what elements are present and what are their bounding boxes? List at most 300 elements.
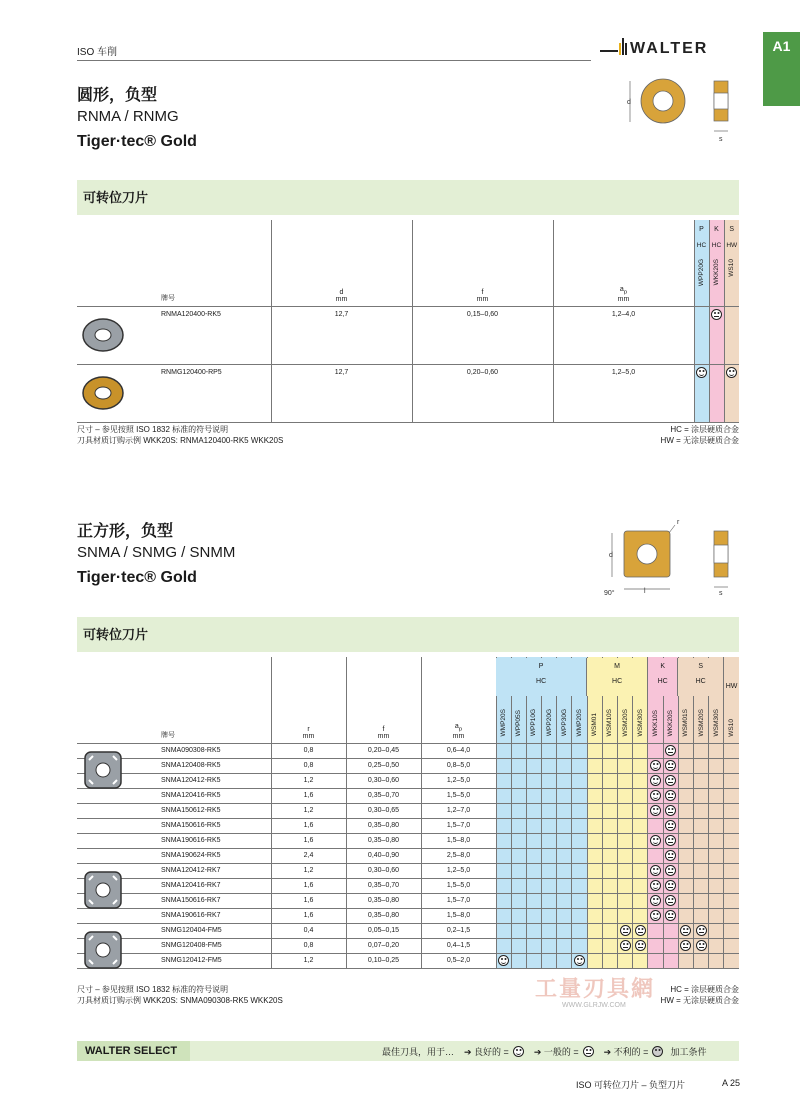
grade-cell <box>602 893 617 908</box>
f-value: 0,15–0,60 <box>412 306 553 364</box>
grade-cell <box>602 818 617 833</box>
grade-cell <box>587 953 602 968</box>
grade-cell <box>526 743 541 758</box>
grade-cell <box>648 758 663 773</box>
watermark-text: 工量刃具網 <box>535 976 656 1001</box>
sec1-brand: Tiger·tec® Gold <box>77 133 197 150</box>
grade-cell <box>663 848 678 863</box>
grade-cell <box>587 923 602 938</box>
f-value: 0,35–0,80 <box>346 818 421 833</box>
table-row <box>77 863 739 878</box>
good-face-icon <box>513 1046 524 1057</box>
grade-cell <box>526 953 541 968</box>
ap-value: 1,5–7,0 <box>421 818 496 833</box>
f-value: 0,05–0,15 <box>346 923 421 938</box>
r-value: 1,2 <box>271 953 346 968</box>
grade-cell <box>633 923 648 938</box>
legend-prefix: 最佳刀具，用于… <box>382 1047 455 1057</box>
insert-cell <box>77 938 271 953</box>
insert-cell <box>77 743 271 758</box>
grade-cell <box>587 818 602 833</box>
grade-cell <box>663 878 678 893</box>
grade-cell <box>724 923 739 938</box>
grade-cell <box>557 908 572 923</box>
grade-cell <box>663 938 678 953</box>
insert-cell <box>77 788 271 803</box>
group-3-letter: S <box>698 663 704 670</box>
grade-cell <box>648 923 663 938</box>
grade-cell <box>602 743 617 758</box>
grade-cell <box>526 803 541 818</box>
f-value: 0,20–0,45 <box>346 743 421 758</box>
grade-cell <box>557 923 572 938</box>
ap-value: 1,2–4,0 <box>553 306 694 364</box>
grade-cell <box>526 758 541 773</box>
svg-text:d: d <box>609 552 613 559</box>
insert-image <box>79 311 127 361</box>
col-f: f mm <box>412 220 553 306</box>
grade-cell <box>572 803 587 818</box>
grade-cell <box>496 908 511 923</box>
grade-cell <box>496 923 511 938</box>
normal-face-icon <box>665 820 676 831</box>
grade-cell <box>511 953 526 968</box>
good-face-icon <box>726 367 737 378</box>
insert-designation: SNMG120408-FM5 <box>161 942 222 949</box>
grade-cell <box>663 803 678 818</box>
grade-cell <box>572 863 587 878</box>
grade-cell <box>618 758 633 773</box>
grade-cell <box>678 743 693 758</box>
grade-cell <box>724 908 739 923</box>
grade-cell <box>572 908 587 923</box>
grade-cell <box>587 773 602 788</box>
insert-designation: RNMA120400-RK5 <box>161 310 221 318</box>
f-value: 0,07–0,20 <box>346 938 421 953</box>
grade-cell <box>633 758 648 773</box>
grade-cell <box>724 938 739 953</box>
grade-col-5: WMP20S <box>572 657 587 743</box>
sec2-codes: SNMA / SNMG / SNMM <box>77 544 236 561</box>
grade-cell <box>618 893 633 908</box>
normal-face-icon <box>620 940 631 951</box>
table-row <box>77 938 739 953</box>
grade-cell <box>618 848 633 863</box>
grade-cell <box>648 953 663 968</box>
sec2-bar: 可转位刀片 <box>77 617 739 652</box>
legend <box>382 1045 706 1058</box>
r-value: 1,2 <box>271 773 346 788</box>
insert-designation: SNMA120416-RK5 <box>161 792 221 799</box>
grade-cell <box>587 863 602 878</box>
grade-cell <box>618 833 633 848</box>
insert-designation: SNMA190616-RK7 <box>161 912 221 919</box>
ap-value: 0,4–1,5 <box>421 938 496 953</box>
sec2-hw-note: HW = 无涂层硬质合金 <box>660 996 739 1005</box>
grade-cell <box>633 803 648 818</box>
grade-cell <box>633 893 648 908</box>
grade-cell <box>557 863 572 878</box>
ap-value: 1,5–8,0 <box>421 908 496 923</box>
normal-face-icon <box>665 745 676 756</box>
grade-cell <box>724 848 739 863</box>
grade-cell <box>709 833 724 848</box>
grade-cell <box>693 908 708 923</box>
grade-cell <box>633 878 648 893</box>
grade-cell <box>587 938 602 953</box>
normal-face-icon <box>583 1046 594 1057</box>
grade-cell <box>542 953 557 968</box>
group-2-hc: HC <box>657 678 668 685</box>
grade-cell <box>511 893 526 908</box>
grade-col-8: WSM20S <box>618 657 633 743</box>
grade-cell <box>663 908 678 923</box>
sec1-grade-col-0: P HC WPP20G <box>694 220 709 306</box>
grade-cell <box>663 833 678 848</box>
grade-cell <box>709 863 724 878</box>
table-row <box>77 788 739 803</box>
grade-cell <box>526 863 541 878</box>
grade-cell <box>618 908 633 923</box>
insert-designation: SNMA120408-RK5 <box>161 762 221 769</box>
sec2-note1: 尺寸 – 参见按照 ISO 1832 标准的符号说明 <box>77 985 229 994</box>
normal-face-icon <box>665 790 676 801</box>
legend-good: ➔ 良好的 = <box>464 1047 509 1057</box>
grade-cell <box>633 863 648 878</box>
grade-cell <box>496 758 511 773</box>
grade-cell <box>542 923 557 938</box>
insert-designation: SNMG120412-FM5 <box>161 957 222 964</box>
ap-value: 1,2–5,0 <box>421 773 496 788</box>
grade-cell <box>557 833 572 848</box>
grade-cell <box>724 743 739 758</box>
round-insert-diagram <box>618 76 740 142</box>
insert-cell <box>77 893 271 908</box>
grade-col-9: WSM30S <box>633 657 648 743</box>
grade-cell <box>724 818 739 833</box>
grade-cell <box>542 818 557 833</box>
normal-face-icon <box>635 925 646 936</box>
insert-designation: SNMA150616-RK7 <box>161 897 221 904</box>
insert-cell <box>77 923 271 938</box>
grade-cell <box>648 878 663 893</box>
hw-label: HW <box>725 683 738 690</box>
f-value: 0,25–0,50 <box>346 758 421 773</box>
grade-cell <box>633 833 648 848</box>
r-value: 1,6 <box>271 908 346 923</box>
f-value: 0,20–0,60 <box>412 364 553 422</box>
r-value: 0,4 <box>271 923 346 938</box>
grade-cell <box>602 938 617 953</box>
svg-text:s: s <box>719 590 723 597</box>
grade-cell <box>678 893 693 908</box>
grade-cell <box>618 863 633 878</box>
grade-cell <box>526 878 541 893</box>
group-2-letter: K <box>660 663 666 670</box>
chapter-tab: A1 <box>763 32 800 106</box>
insert-image <box>79 369 127 419</box>
grade-cell <box>496 953 511 968</box>
grade-cell <box>618 773 633 788</box>
normal-face-icon <box>680 925 691 936</box>
grade-cell <box>526 848 541 863</box>
grade-cell <box>709 758 724 773</box>
insert-designation: SNMA190616-RK5 <box>161 837 221 844</box>
normal-face-icon <box>635 940 646 951</box>
grade-cell <box>511 803 526 818</box>
table-row <box>77 306 739 364</box>
grade-cell <box>694 364 709 422</box>
grade-cell <box>663 788 678 803</box>
r-value: 1,6 <box>271 878 346 893</box>
grade-cell <box>678 818 693 833</box>
grade-cell <box>678 833 693 848</box>
grade-cell <box>663 773 678 788</box>
grade-col-10: WKK10S <box>648 657 663 743</box>
grade-cell <box>572 818 587 833</box>
sec2-note2: 刀具材质订购示例 WKK20S: SNMA090308-RK5 WKK20S <box>77 996 283 1005</box>
grade-cell <box>618 923 633 938</box>
insert-cell <box>77 818 271 833</box>
grade-cell <box>511 908 526 923</box>
sec1-hw-note: HW = 无涂层硬质合金 <box>660 436 739 445</box>
insert-designation: SNMA150612-RK5 <box>161 807 221 814</box>
grade-col-12: WSM01S <box>678 657 693 743</box>
grade-cell <box>618 953 633 968</box>
ap-value: 1,5–7,0 <box>421 893 496 908</box>
grade-cell <box>572 953 587 968</box>
sec1-table <box>77 220 739 423</box>
grade-cell <box>526 908 541 923</box>
grade-cell <box>709 773 724 788</box>
good-face-icon <box>650 775 661 786</box>
grade-cell <box>542 848 557 863</box>
walter-logo <box>600 36 742 56</box>
grade-cell <box>587 788 602 803</box>
svg-text:s: s <box>719 136 723 142</box>
grade-cell <box>511 758 526 773</box>
good-face-icon <box>650 805 661 816</box>
good-face-icon <box>574 955 585 966</box>
grade-cell <box>542 788 557 803</box>
d-value: 12,7 <box>271 364 412 422</box>
insert-cell <box>77 908 271 923</box>
table-row <box>77 953 739 968</box>
insert-designation: RNMG120400-RP5 <box>161 368 222 376</box>
r-value: 0,8 <box>271 938 346 953</box>
r-value: 1,6 <box>271 833 346 848</box>
table-row <box>77 878 739 893</box>
table-row <box>77 893 739 908</box>
grade-cell <box>496 788 511 803</box>
grade-cell <box>542 863 557 878</box>
table-row <box>77 908 739 923</box>
svg-text:90°: 90° <box>604 590 615 597</box>
grade-cell <box>693 743 708 758</box>
group-0-hc: HC <box>536 678 547 685</box>
ap-value: 0,6–4,0 <box>421 743 496 758</box>
svg-text:l: l <box>644 588 646 595</box>
grade-cell <box>724 306 739 364</box>
grade-cell <box>542 773 557 788</box>
normal-face-icon <box>665 865 676 876</box>
grade-cell <box>496 803 511 818</box>
grade-cell <box>496 878 511 893</box>
grade-cell <box>602 908 617 923</box>
grade-cell <box>496 848 511 863</box>
insert-cell <box>77 863 271 878</box>
grade-cell <box>709 364 724 422</box>
grade-cell <box>526 818 541 833</box>
r-value: 1,6 <box>271 818 346 833</box>
grade-cell <box>633 953 648 968</box>
sec2-title: 正方形，负型 <box>77 523 174 540</box>
grade-cell <box>663 818 678 833</box>
grade-col-1: WPP05S <box>511 657 526 743</box>
logo-text: WALTER <box>630 40 709 57</box>
grade-cell <box>724 833 739 848</box>
table-row <box>77 743 739 758</box>
legend-bad: ➔ 不利的 = <box>603 1047 649 1057</box>
grade-cell <box>709 848 724 863</box>
r-value: 2,4 <box>271 848 346 863</box>
grade-cell <box>618 743 633 758</box>
insert-designation: SNMG120404-FM5 <box>161 927 222 934</box>
grade-cell <box>511 773 526 788</box>
grade-cell <box>633 743 648 758</box>
grade-cell <box>724 863 739 878</box>
grade-cell <box>648 773 663 788</box>
good-face-icon <box>650 790 661 801</box>
col-brand: 牌号 <box>77 657 271 743</box>
grade-cell <box>663 743 678 758</box>
grade-cell <box>693 833 708 848</box>
grade-cell <box>542 908 557 923</box>
normal-face-icon <box>711 309 722 320</box>
grade-cell <box>526 788 541 803</box>
insert-cell <box>77 848 271 863</box>
grade-cell <box>633 773 648 788</box>
normal-face-icon <box>665 850 676 861</box>
grade-cell <box>511 833 526 848</box>
ap-value: 2,5–8,0 <box>421 848 496 863</box>
normal-face-icon <box>665 760 676 771</box>
grade-cell <box>572 833 587 848</box>
grade-cell <box>602 953 617 968</box>
col-r: r mm <box>271 657 346 743</box>
f-value: 0,35–0,80 <box>346 833 421 848</box>
group-0-letter: P <box>538 663 544 670</box>
grade-cell <box>693 938 708 953</box>
f-value: 0,30–0,60 <box>346 773 421 788</box>
grade-cell <box>511 848 526 863</box>
grade-cell <box>693 818 708 833</box>
grade-cell <box>542 758 557 773</box>
grade-cell <box>511 863 526 878</box>
grade-cell <box>587 743 602 758</box>
grade-cell <box>709 743 724 758</box>
grade-cell <box>587 893 602 908</box>
grade-cell <box>633 908 648 923</box>
svg-text:r: r <box>677 519 680 526</box>
grade-cell <box>693 758 708 773</box>
f-value: 0,10–0,25 <box>346 953 421 968</box>
header-rule <box>77 60 591 61</box>
f-value: 0,40–0,90 <box>346 848 421 863</box>
good-face-icon <box>650 895 661 906</box>
grade-cell <box>572 743 587 758</box>
insert-cell <box>77 953 271 968</box>
grade-cell <box>496 773 511 788</box>
grade-cell <box>678 773 693 788</box>
grade-cell <box>587 833 602 848</box>
table-row <box>77 848 739 863</box>
grade-cell <box>572 773 587 788</box>
grade-cell <box>572 938 587 953</box>
normal-face-icon <box>665 910 676 921</box>
grade-cell <box>618 803 633 818</box>
grade-cell <box>587 878 602 893</box>
grade-cell <box>678 788 693 803</box>
grade-cell <box>693 863 708 878</box>
table-row <box>77 818 739 833</box>
col-ap: $a_p$ mm <box>421 657 496 743</box>
grade-col-2: WPP10G <box>526 657 541 743</box>
sec1-title: 圆形，负型 <box>77 87 158 104</box>
grade-cell <box>511 788 526 803</box>
table-row <box>77 364 739 422</box>
col-f: f mm <box>346 657 421 743</box>
d-value: 12,7 <box>271 306 412 364</box>
grade-cell <box>602 848 617 863</box>
grade-cell <box>693 848 708 863</box>
grade-cell <box>511 818 526 833</box>
col-brand: 牌号 <box>77 220 271 306</box>
normal-face-icon <box>665 775 676 786</box>
grade-cell <box>663 893 678 908</box>
r-value: 0,8 <box>271 758 346 773</box>
grade-cell <box>618 788 633 803</box>
r-value: 1,6 <box>271 788 346 803</box>
grade-cell <box>587 908 602 923</box>
grade-cell <box>648 833 663 848</box>
grade-cell <box>648 863 663 878</box>
good-face-icon <box>650 835 661 846</box>
good-face-icon <box>650 865 661 876</box>
legend-suffix: 加工条件 <box>670 1047 707 1057</box>
grade-col-14: WSM30S <box>709 657 724 743</box>
sec1-grade-col-1: K HC WKK20S <box>709 220 724 306</box>
grade-cell <box>693 773 708 788</box>
grade-col-6: WSM01 <box>587 657 602 743</box>
grade-cell <box>648 788 663 803</box>
grade-cell <box>724 758 739 773</box>
sec1-note2: 刀具材质订购示例 WKK20S: RNMA120400-RK5 WKK20S <box>77 436 284 445</box>
grade-cell <box>663 758 678 773</box>
good-face-icon <box>696 367 707 378</box>
sec2-brand: Tiger·tec® Gold <box>77 569 197 586</box>
grade-cell <box>678 758 693 773</box>
f-value: 0,35–0,70 <box>346 878 421 893</box>
r-value: 1,6 <box>271 893 346 908</box>
f-value: 0,30–0,60 <box>346 863 421 878</box>
grade-cell <box>526 893 541 908</box>
grade-cell <box>557 818 572 833</box>
legend-normal: ➔ 一般的 = <box>533 1047 579 1057</box>
grade-cell <box>709 878 724 893</box>
sec1-grade-col-2: S HW WS10 <box>724 220 739 306</box>
grade-cell <box>648 743 663 758</box>
